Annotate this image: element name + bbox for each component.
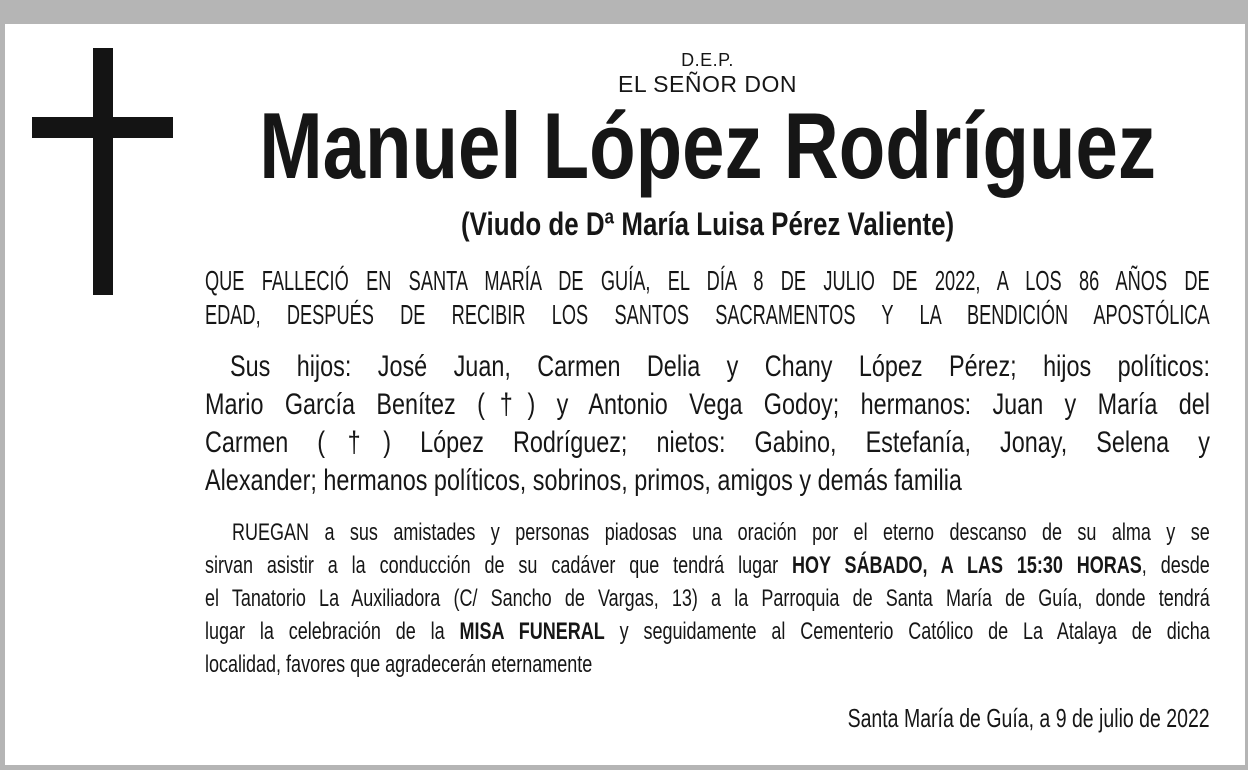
- text-segment: el Tanatorio La Auxiliadora (C/ Sancho de Vargas, 13) a la Parroquia de Santa María de Guía, donde tendrá: [205, 585, 1210, 612]
- text-segment: EDAD, DESPUÉS DE RECIBIR LOS SANTOS SACRAMENTOS Y LA BENDICIÓN APOSTÓLICA: [205, 299, 1210, 330]
- text-segment: Alexander; hermanos políticos, sobrinos, primos, amigos y demás familia: [205, 464, 962, 497]
- text-segment: RUEGAN a sus amistades y personas piadosas una oración por el eterno descanso de su alma y se: [232, 519, 1210, 546]
- funeral-request-paragraph: [205, 516, 1210, 681]
- bold-text-segment: MISA FUNERAL: [459, 618, 605, 645]
- text-segment: Sus hijos: José Juan, Carmen Delia y Chany López Pérez; hijos políticos:: [229, 350, 1210, 383]
- latin-cross-icon: [5, 24, 205, 324]
- text-line: [205, 424, 1210, 462]
- obituary-content: [205, 24, 1210, 733]
- text-segment: y seguidamente al Cementerio Católico de La Atalaya de dicha: [604, 618, 1210, 645]
- text-line: [205, 462, 1210, 500]
- text-segment: Carmen (†) López Rodríguez; nietos: Gabino, Estefanía, Jonay, Selena y: [205, 426, 1210, 459]
- text-line: [205, 264, 1210, 298]
- cross-vertical-bar: [93, 48, 113, 295]
- text-line: [205, 549, 1210, 582]
- text-segment: sirvan asistir a la conducción de su cadáver que tendrá lugar: [205, 552, 792, 579]
- text-line: [205, 516, 1210, 549]
- text-line: [205, 298, 1210, 332]
- honorific-line: EL SEÑOR DON: [618, 71, 797, 97]
- text-segment: QUE FALLECIÓ EN SANTA MARÍA DE GUÍA, EL DÍA 8 DE JULIO DE 2022, A LOS 86 AÑOS DE: [205, 265, 1210, 296]
- text-line: [205, 386, 1210, 424]
- text-segment: , desde: [1141, 552, 1210, 579]
- text-segment: lugar la celebración de la: [205, 618, 460, 645]
- text-segment: Mario García Benítez (†) y Antonio Vega Godoy; hermanos: Juan y María del: [205, 388, 1210, 421]
- deceased-name-title: Manuel López Rodríguez: [259, 93, 1156, 198]
- obituary-card: [5, 24, 1245, 765]
- text-line: [205, 615, 1210, 648]
- family-members-paragraph: [205, 348, 1210, 500]
- dep-abbreviation: D.E.P.: [681, 50, 734, 70]
- place-and-date-line: Santa María de Guía, a 9 de julio de 2022: [847, 703, 1210, 733]
- spouse-note: (Viudo de Dª María Luisa Pérez Valiente): [460, 206, 955, 242]
- text-segment: localidad, favores que agradecerán eternamente: [205, 651, 593, 678]
- death-notice-paragraph: [205, 264, 1210, 332]
- text-line: [205, 648, 1210, 681]
- text-line: [205, 582, 1210, 615]
- text-line: [205, 348, 1210, 386]
- cross-horizontal-bar: [32, 117, 173, 138]
- bold-text-segment: HOY SÁBADO, A LAS 15:30 HORAS: [791, 552, 1142, 579]
